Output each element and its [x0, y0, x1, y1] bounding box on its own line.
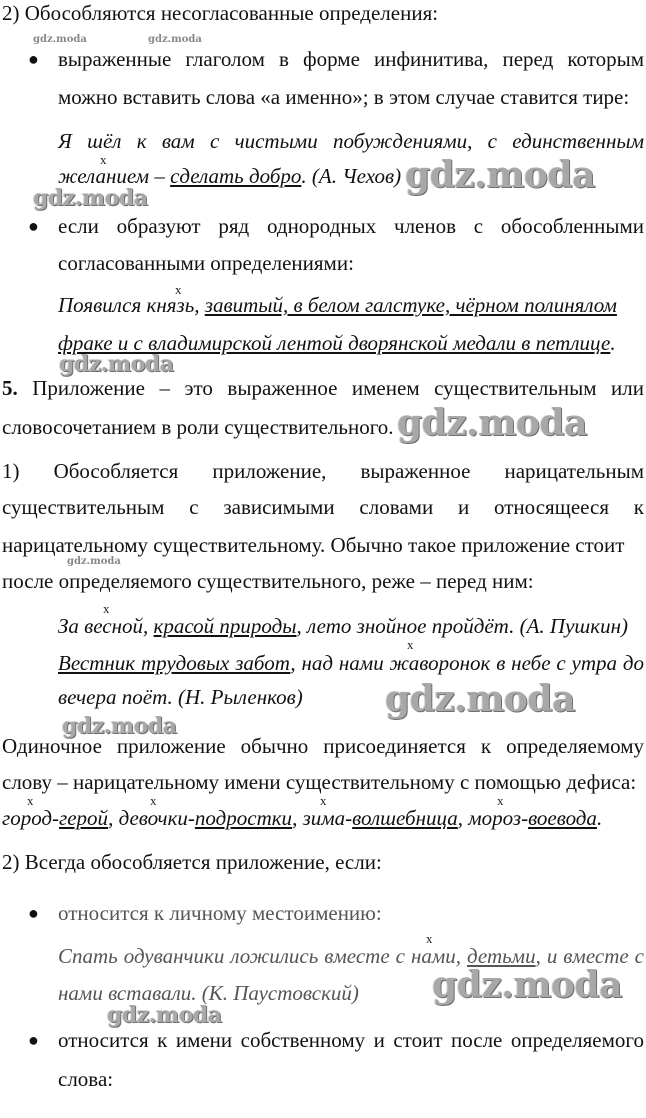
example-line: Я шёл к вам с чистыми побуждениями, с единственным	[58, 129, 644, 153]
mark-x: x	[100, 152, 107, 167]
bullet-icon: ●	[28, 903, 39, 923]
watermark: gdz.moda	[67, 556, 121, 567]
bullet-text: относится к личному местоимению:	[58, 901, 382, 925]
example-line: вечера поёт. (Н. Рыленков)	[58, 685, 303, 709]
watermark: gdz.moda	[397, 402, 587, 444]
example-line: фраке и с владимирской лентой дворянской медали в петлице.	[58, 331, 616, 355]
bullet-text: слова:	[58, 1067, 114, 1091]
bullet-icon: ●	[28, 49, 39, 69]
bullet-icon: ●	[28, 1030, 39, 1050]
watermark: gdz.moda	[405, 154, 595, 196]
paragraph-line: 1) Обособляется приложение, выраженное нарицательным	[2, 459, 644, 483]
example-line: Появился князь, завитый, в белом галстуке, чёрном полинялом	[58, 293, 617, 317]
watermark: gdz.moda	[107, 1002, 222, 1028]
mark-x: x	[27, 793, 34, 808]
section-heading: 2) Всегда обособляется приложение, если:	[2, 850, 382, 874]
bullet-text: выраженные глаголом в форме инфинитива, перед которым	[58, 47, 644, 71]
mark-x: x	[407, 637, 414, 652]
mark-x: x	[175, 282, 182, 297]
mark-x: x	[150, 793, 157, 808]
watermark: gdz.moda	[148, 34, 202, 45]
watermark: gdz.moda	[59, 351, 174, 377]
example-line: желанием – сделать добро. (А. Чехов)	[58, 164, 402, 188]
example-line: Вестник трудовых забот, над нами жаворонок в небе с утра до	[58, 651, 644, 675]
paragraph-line: после определяемого существительного, реже – перед ним:	[2, 569, 534, 593]
example-line: нами вставали. (К. Паустовский)	[58, 981, 359, 1005]
watermark: gdz.moda	[432, 964, 622, 1006]
example-line: Спать одуванчики ложились вместе с нами, детьми, и вместе с	[58, 944, 644, 968]
paragraph-line: нарицательному существительному. Обычно такое приложение стоит	[2, 533, 625, 557]
paragraph-line: Одиночное приложение обычно присоединяется к определяемому	[2, 734, 644, 758]
example-line: За весной, красой природы, лето знойное пройдёт. (А. Пушкин)	[58, 614, 628, 638]
example-line: город-герой, девочки-подростки, зима-волшебница, мороз-воевода.	[2, 806, 603, 830]
watermark: gdz.moda	[62, 713, 177, 739]
mark-x: x	[497, 793, 504, 808]
bullet-icon: ●	[28, 216, 39, 236]
watermark: gdz.moda	[33, 185, 148, 211]
watermark: gdz.moda	[33, 34, 87, 45]
mark-x: x	[103, 601, 110, 616]
bullet-text: можно вставить слова «а именно»; в этом случае ставится тире:	[58, 85, 630, 109]
bullet-text: относится к имени собственному и стоит после определяемого	[58, 1028, 644, 1052]
section-heading: 2) Обособляются несогласованные определения:	[2, 1, 439, 25]
paragraph-line: словосочетанием в роли существительного.	[2, 415, 394, 439]
mark-x: x	[320, 793, 327, 808]
paragraph-line: существительным с зависимыми словами и относящееся к	[2, 495, 644, 519]
watermark: gdz.moda	[385, 678, 575, 720]
paragraph-line: 5. Приложение – это выраженное именем существительным или	[2, 376, 644, 400]
bullet-text: согласованными определениями:	[58, 251, 354, 275]
bullet-text: если образуют ряд однородных членов с обособленными	[58, 214, 644, 238]
mark-x: x	[426, 931, 433, 946]
paragraph-line: слову – нарицательному имени существительному с помощью дефиса:	[2, 770, 637, 794]
